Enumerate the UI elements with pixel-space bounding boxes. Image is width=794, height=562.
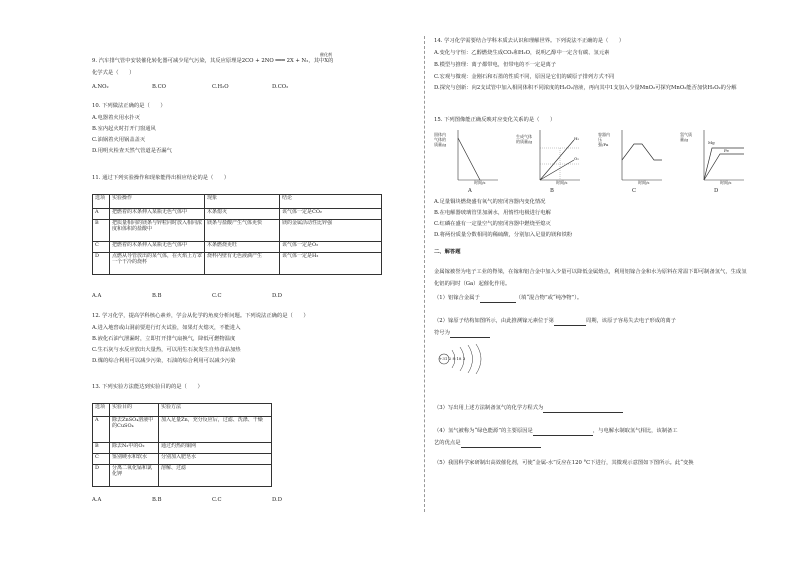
q11-options <box>92 293 332 300</box>
q11-stem: 11. 通过下列实验操作和现象能得出相应结论的是（ ） <box>92 175 230 181</box>
q9-condition: 催化剂 <box>320 52 332 57</box>
q9-options <box>92 84 332 91</box>
q13-option-b[interactable]: B.B <box>152 497 162 503</box>
q14-stem: 14. 学习化学需要结合学科本质去认识和理解世界。下列说法不正确的是（ ） <box>434 38 625 44</box>
table-row <box>93 253 382 275</box>
table-row <box>93 220 382 242</box>
q11-option-d[interactable]: D.D <box>272 293 282 299</box>
graph-b-ylabel: 生成气体的质量/g <box>516 134 532 144</box>
q11-header-conclusion: 结论 <box>280 195 382 209</box>
q13-cell: 加入足量Zn，充分反应后，过滤、洗涤、干燥 <box>159 417 272 443</box>
gallium-atom-diagram <box>436 342 496 376</box>
q14-option-c[interactable]: C.宏观与微观：金刚石和石墨的性质不同，原因是它们的碳原子排列方式不同 <box>434 74 615 80</box>
q16-intro-line2: 化铝的同时（Ga）起催化作用。 <box>434 281 511 287</box>
table-row <box>93 465 272 487</box>
q16-part4-reason-blank[interactable] <box>533 428 593 436</box>
q12-stem: 12. 学习化学，提高学科核心素养，学会从化学的角度分析问题。下列说法正确的是（ ） <box>92 313 309 319</box>
q14-option-a[interactable]: A.变化与守恒：乙醇燃烧生成CO₂和H₂O，说明乙醇中一定含有碳、氢元素 <box>434 50 610 56</box>
q14-option-b[interactable]: B.模型与推理：离子都带电，但带电的不一定是离子 <box>434 62 557 68</box>
section-heading: 二、解答题 <box>434 249 461 255</box>
q13-cell: 鉴别硬水和软水 <box>110 454 159 465</box>
q11-cell: 烧杯内壁有无色液滴产生 <box>205 253 280 275</box>
graph-b-letter: B <box>550 188 554 194</box>
q11-cell: 把质量相同的镁条与锌粒同时放入相同浓度和体积的盐酸中 <box>110 220 205 242</box>
graph-a <box>434 128 504 198</box>
q13-header-goal: 实验目的 <box>110 404 159 417</box>
q9-option-c[interactable]: C.H₂O <box>212 84 229 90</box>
q9-option-d[interactable]: D.CO₂ <box>272 84 289 90</box>
q13-options <box>92 497 332 504</box>
q11-cell: 该气体一定是H₂ <box>280 253 382 275</box>
q13-stem: 13. 下列实验方法能达到实验目的的是（ ） <box>92 384 203 390</box>
q11-cell: C <box>93 242 110 253</box>
q11-option-b[interactable]: B.B <box>152 293 162 299</box>
q16-part4-advantage-label: 艺的优点是 <box>434 440 461 446</box>
atom-label: +31 2 8 18 3 <box>439 356 466 361</box>
q15-option-a[interactable]: A.足量铜块燃烧盛有氧气的密闭容器内变化情况 <box>434 199 546 205</box>
graph-a-xlabel: 时间/s <box>474 180 486 185</box>
q16-part4-advantage-blank[interactable] <box>461 440 541 448</box>
graph-c <box>598 128 668 198</box>
q15-option-c[interactable]: C.红磷在盛有一定量空气的密闭容器中燃烧至熄灭 <box>434 221 551 227</box>
graph-d-tag-mg: Mg <box>708 140 715 145</box>
q16-part4-prefix: （4）氢气被称为“绿色能源”的主要原因是 <box>434 428 533 434</box>
q11-cell: A <box>93 209 110 220</box>
q13-cell: D <box>93 465 110 487</box>
column-divider <box>424 36 425 512</box>
q13-option-a[interactable]: A.A <box>92 497 102 503</box>
q13-option-d[interactable]: D.D <box>272 497 282 503</box>
q11-cell: B <box>93 220 110 242</box>
q13-table <box>92 403 272 487</box>
graph-a-plot <box>434 128 504 188</box>
q16-part2-line2 <box>434 330 490 338</box>
q16-part2-mid: 周期，该原子容易失去电子形成的离子 <box>585 318 676 324</box>
q12-option-a[interactable]: A.进入地窖或山洞前要进行灯火试验，如果灯火熄灭，不能进入 <box>92 325 241 331</box>
q16-part5: （5）我国科学家研制出高效催化剂，可使“金属-水”反应在120 °C下进行，其微观示意图如下图所示。此“变换 <box>434 460 694 466</box>
q13-header-method: 实验方法 <box>159 404 272 417</box>
graph-a-ylabel: 固体内气体的质量/g <box>434 132 446 147</box>
q16-part2-prefix: （2）镓原子结构如图所示，由此推测镓元素位于第 <box>434 318 554 324</box>
q11-header-option: 选项 <box>93 195 110 209</box>
q13-cell: C <box>93 454 110 465</box>
q11-option-c[interactable]: C.C <box>212 293 222 299</box>
q12-option-d[interactable]: D.煤的综合利用可以减少污染，石油的综合利用可以减少污染 <box>92 358 236 364</box>
q12-option-b[interactable]: B.液化石油气泄漏时，立即打开排气扇换气，降低可燃物温度 <box>92 336 236 342</box>
q16-part3-equation-blank[interactable] <box>543 405 623 413</box>
q11-cell: 点燃从导管放出的某气体，在火焰上方罩一个干冷的烧杯 <box>110 253 205 275</box>
q16-part1-answer-blank[interactable] <box>480 295 516 303</box>
q12-option-c[interactable]: C.生石灰与水反应放出大量热，可以用生石灰发生自热食品加热 <box>92 347 241 353</box>
q9-option-a[interactable]: A.NO₂ <box>92 84 109 90</box>
q13-cell: 除去N₂中的O₂ <box>110 443 159 454</box>
shell-arc <box>468 345 473 373</box>
q13-cell: 分别加入肥皂水 <box>159 454 272 465</box>
graph-c-letter: C <box>632 188 637 194</box>
q11-cell: 镁条与盐酸产生气体更快 <box>205 220 280 242</box>
q11-cell: 把燃着的木条伸入某瓶无色气体中 <box>110 209 205 220</box>
q16-part1-suffix: （填“混合物”或“纯净物”）。 <box>515 295 583 301</box>
graph-c-xlabel: 时间/s <box>638 180 650 185</box>
q11-cell: 把燃着的木条伸入某瓶无色气体中 <box>110 242 205 253</box>
graph-d-curve-fe <box>704 154 744 180</box>
q16-part3 <box>434 405 623 413</box>
q13-option-c[interactable]: C.C <box>212 497 222 503</box>
q16-part3-prefix: （3）写出用上述方法制备氢气的化学方程式为 <box>434 405 544 411</box>
q16-part1 <box>434 295 582 303</box>
q11-option-a[interactable]: A.A <box>92 293 102 299</box>
table-row <box>93 454 272 465</box>
q9-stem-line2: 化学式是（ ） <box>92 70 135 76</box>
graph-a-letter: A <box>468 188 472 194</box>
graph-b-curve-o2 <box>540 160 574 180</box>
q13-cell: A <box>93 417 110 443</box>
graph-b <box>516 128 586 198</box>
graph-d-letter: D <box>714 188 719 194</box>
q11-header-operation: 实验操作 <box>110 195 205 209</box>
q16-part2-period-blank[interactable] <box>554 318 586 326</box>
graph-d-xlabel: 时间/s <box>720 180 732 185</box>
graph-b-tag-h2: H₂ <box>574 136 580 141</box>
q10-option-d[interactable]: D.用明火检查天然气管道是否漏气 <box>92 148 172 154</box>
q13-header-option: 选项 <box>93 404 110 417</box>
q9-stem-line1: 9. 汽车排气管中安装催化转化器可减少尾气污染，其反应原理是2CO + 2NO ═══ 2X + N₂，其中X的 <box>92 58 334 64</box>
q16-part4-mid: ，与电解水制取氢气相比，该制备工 <box>592 428 678 434</box>
q13-cell: 溶解、过滤 <box>159 465 272 487</box>
q14-option-d[interactable]: D.探究与创新：向2支试管中加入相同体积不同浓度的H₂O₂溶液，再向其中1支加入少量MnO₂可探究MnO₂能否加快H₂O₂的分解 <box>434 85 737 91</box>
table-row <box>93 443 272 454</box>
q16-part2-symbol-label: 符号为 <box>434 330 450 336</box>
q15-stem: 15. 下列图像能正确反映对应变化关系的是（ ） <box>434 117 556 123</box>
q10-option-b[interactable]: B.室内起火时打开门窗通风 <box>92 126 156 132</box>
q11-cell: 该气体一定是O₂ <box>280 242 382 253</box>
q16-part2-ion-blank[interactable] <box>450 330 490 338</box>
graph-c-ylabel: 容器内压强/Pa <box>598 132 610 147</box>
q13-cell: 分离二氧化锰和氯化钾 <box>110 465 159 487</box>
shell-arc <box>476 344 481 374</box>
graph-d <box>680 128 750 198</box>
q16-part4-line2 <box>434 440 541 448</box>
graph-d-ylabel: 氢气质量/g <box>680 132 692 142</box>
q11-cell: 镁的金属活动性比锌强 <box>280 220 382 242</box>
q11-header-phenomenon: 现象 <box>205 195 280 209</box>
q11-cell: 该气体一定是CO₂ <box>280 209 382 220</box>
q9-option-b[interactable]: B.CO <box>152 84 166 90</box>
q11-cell: 木条熄灭 <box>205 209 280 220</box>
table-row <box>93 417 272 443</box>
q16-part2 <box>434 318 676 326</box>
q16-intro-line1: 金属镓被誉为电子工业的脊梁，在镓和铝合金中加入少量可以降低金属熔点，利用铝镓合金和水为原料在常温下即可制备氢气，生成氢 <box>434 269 747 275</box>
q15-option-b[interactable]: B.在电解器玻璃管里加满水，用惰性电极进行电解 <box>434 210 551 216</box>
q16-part1-prefix: （1）铝镓合金属于 <box>434 295 480 301</box>
q10-option-c[interactable]: C.油锅着火用锅盖盖灭 <box>92 137 146 143</box>
table-row <box>93 242 382 253</box>
table-row <box>93 209 382 220</box>
graph-c-plot <box>598 128 668 188</box>
q13-cell: 通过灼热的铜网 <box>159 443 272 454</box>
graph-c-curve <box>622 144 662 160</box>
graph-b-xlabel: 时间/s <box>556 180 568 185</box>
graph-b-tag-o2: O₂ <box>574 156 579 161</box>
q11-cell: D <box>93 253 110 275</box>
q11-cell: 木条燃烧更旺 <box>205 242 280 253</box>
q10-stem: 10. 下列做法正确的是（ ） <box>92 103 166 109</box>
q13-cell: 除去ZnSO₄溶液中的CuSO₄ <box>110 417 159 443</box>
q10-option-a[interactable]: A.电器着火用水扑灭 <box>92 115 140 121</box>
graph-b-curve-h2 <box>540 140 574 180</box>
graph-d-tag-fe: Fe <box>724 148 729 153</box>
q13-cell: B <box>93 443 110 454</box>
q16-part4 <box>434 428 678 436</box>
q11-table <box>92 194 382 275</box>
graph-a-curve <box>458 138 480 180</box>
graph-d-plot <box>680 128 750 188</box>
q15-option-d[interactable]: D.将两份质量分数相同的稀硫酸，分别加入足量的镁和铁粉 <box>434 232 573 238</box>
